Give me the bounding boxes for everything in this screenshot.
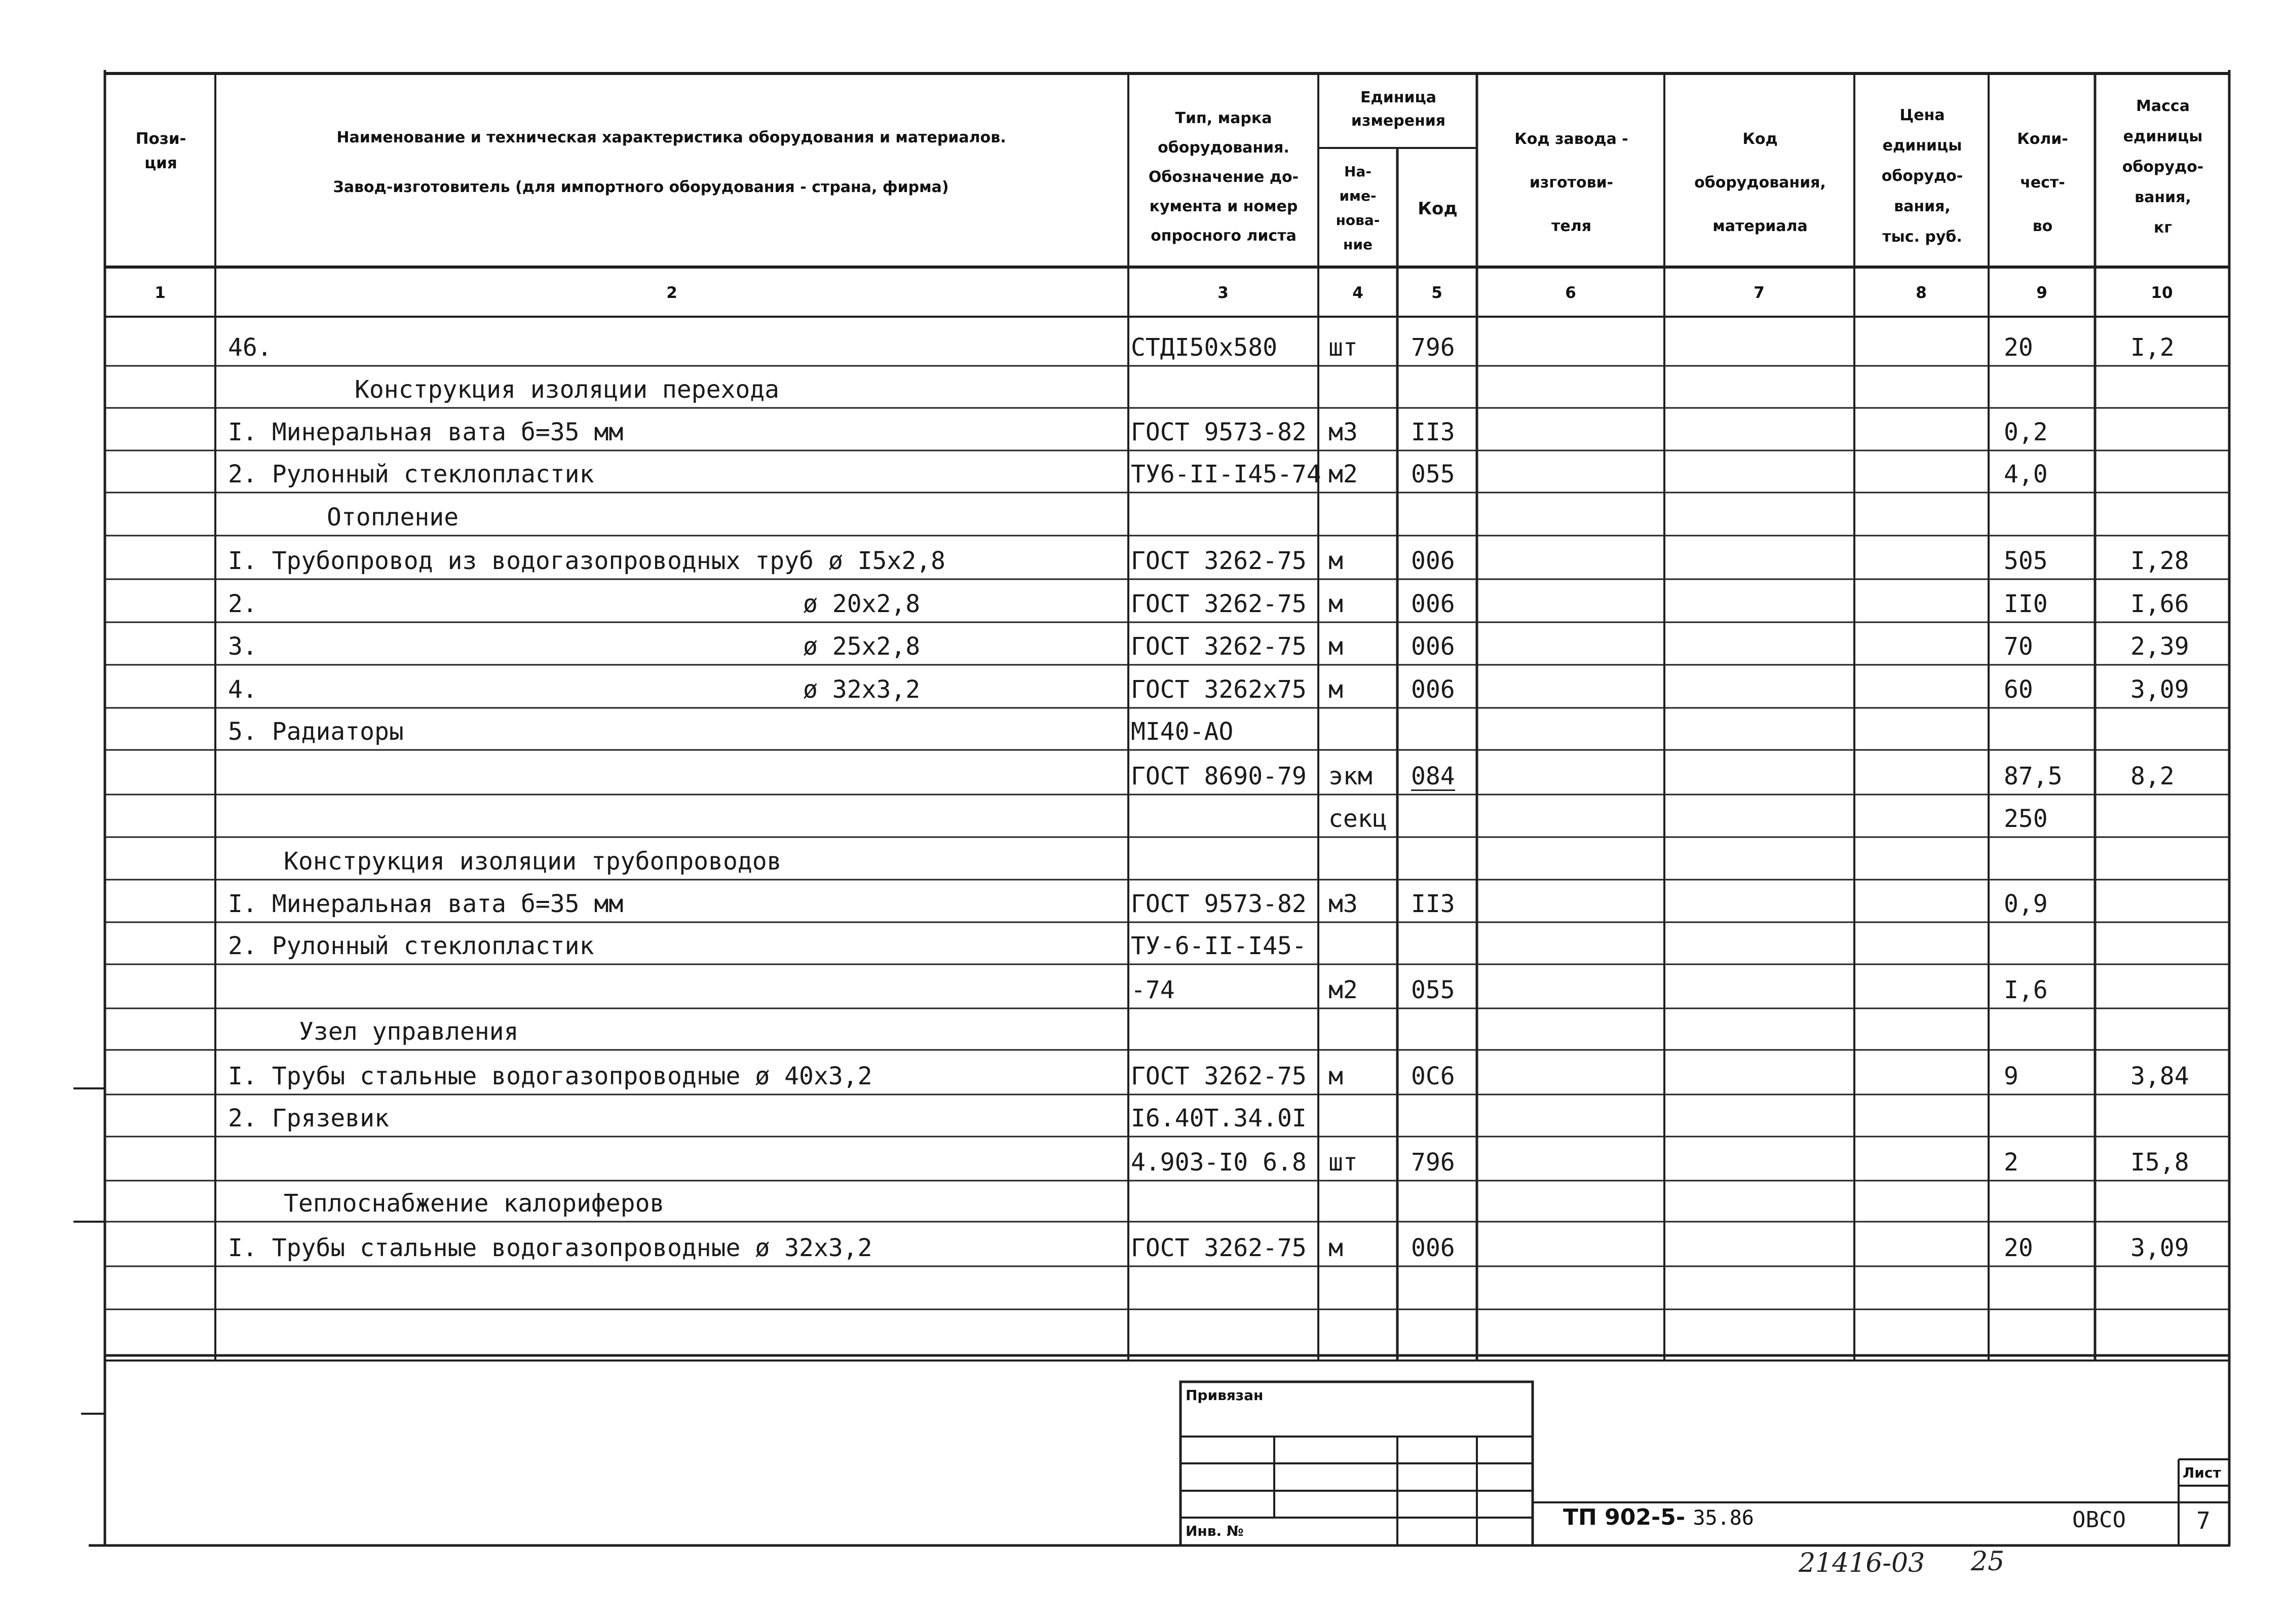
row-18-qty: 9 <box>2004 1062 2019 1090</box>
column-number-2: 2 <box>666 284 677 302</box>
header-plant-code: Код завода - изготови- теля <box>1514 130 1628 235</box>
stamp-privyazan: Привязан <box>1186 1387 1264 1404</box>
row-3-type: ГОСТ 9573-82 <box>1131 418 1307 446</box>
row-21-name: Теплоснабжение калориферов <box>284 1189 665 1218</box>
row-22-code: 006 <box>1411 1234 1455 1262</box>
sheet-code: ОВСО <box>2072 1507 2126 1533</box>
row-1-qty: 20 <box>2004 333 2033 362</box>
row-7-unit: м <box>1328 590 1343 618</box>
header-unit-name: На- име- нова- ние <box>1336 163 1380 253</box>
row-9-mass: 3,09 <box>2130 675 2189 704</box>
header-equipment-code: Код оборудования, материала <box>1694 130 1826 235</box>
project-code-main: ТП 902-5- <box>1563 1504 1686 1530</box>
row-10-type: МI40-АО <box>1131 717 1234 746</box>
row-6-mass: I,28 <box>2130 547 2189 575</box>
row-11-type: ГОСТ 8690-79 <box>1131 762 1307 790</box>
row-3-unit: м3 <box>1328 418 1358 446</box>
row-9-name: 4. <box>228 675 257 704</box>
row-7-name_right: ø 20х2,8 <box>803 590 921 618</box>
header-name-line2: Завод-изготовитель (для импортного оборудования - страна, фирма) <box>333 178 949 196</box>
row-8-name_right: ø 25х2,8 <box>803 632 921 661</box>
row-11-mass: 8,2 <box>2130 762 2175 790</box>
row-1-name: 46. <box>228 333 272 362</box>
row-8-code: 006 <box>1411 632 1455 661</box>
row-14-type: ГОСТ 9573-82 <box>1131 890 1307 918</box>
row-22-name: I. Трубы стальные водогазопроводные ø 32х3,2 <box>228 1234 872 1262</box>
row-6-type: ГОСТ 3262-75 <box>1131 547 1307 575</box>
header-price: Цена единицы оборудо- вания, тыс. руб. <box>1881 106 1963 246</box>
project-code-suffix: 35.86 <box>1693 1506 1754 1530</box>
row-8-type: ГОСТ 3262-75 <box>1131 632 1307 661</box>
row-18-type: ГОСТ 3262-75 <box>1131 1062 1307 1090</box>
row-12-qty: 250 <box>2004 805 2048 833</box>
header-unit-group: Единица измерения <box>1351 89 1446 130</box>
row-17-name: Узел управления <box>299 1017 519 1046</box>
row-8-unit: м <box>1328 632 1343 661</box>
column-number-10: 10 <box>2151 284 2173 302</box>
row-16-unit: м2 <box>1328 976 1358 1004</box>
header-quantity: Коли- чест- во <box>2017 130 2068 235</box>
row-19-name: 2. Грязевик <box>228 1104 389 1132</box>
header-unit-code: Код <box>1418 199 1458 219</box>
row-6-qty: 505 <box>2004 547 2048 575</box>
row-22-qty: 20 <box>2004 1234 2033 1262</box>
column-number-9: 9 <box>2036 284 2047 302</box>
row-18-code: 0С6 <box>1411 1062 1455 1090</box>
row-7-name: 2. <box>228 590 257 618</box>
row-15-type: ТУ-6-II-I45- <box>1131 932 1307 960</box>
row-9-unit: м <box>1328 675 1343 704</box>
row-10-name: 5. Радиаторы <box>228 717 404 746</box>
row-16-qty: I,6 <box>2004 976 2048 1004</box>
row-2-name: Конструкция изоляции перехода <box>355 375 780 404</box>
row-7-mass: I,66 <box>2130 590 2189 618</box>
column-number-8: 8 <box>1916 284 1927 302</box>
row-12-unit: секц <box>1328 805 1387 833</box>
sheet-label: Лист <box>2183 1464 2221 1481</box>
row-3-code: II3 <box>1411 418 1455 446</box>
row-22-mass: 3,09 <box>2130 1234 2189 1262</box>
row-1-mass: I,2 <box>2130 333 2175 362</box>
row-13-name: Конструкция изоляции трубопроводов <box>284 847 782 876</box>
row-20-code: 796 <box>1411 1148 1455 1177</box>
row-1-unit: шт <box>1328 333 1358 362</box>
row-11-unit: экм <box>1328 762 1373 790</box>
sheet-number: 7 <box>2196 1507 2211 1534</box>
column-number-5: 5 <box>1431 284 1442 302</box>
row-1-code: 796 <box>1411 333 1455 362</box>
row-4-type: ТУ6-II-I45-74 <box>1131 460 1321 488</box>
row-16-code: 055 <box>1411 976 1455 1004</box>
row-4-unit: м2 <box>1328 460 1358 488</box>
row-20-unit: шт <box>1328 1148 1358 1177</box>
row-8-qty: 70 <box>2004 632 2033 661</box>
row-6-code: 006 <box>1411 547 1455 575</box>
row-6-unit: м <box>1328 547 1343 575</box>
row-9-type: ГОСТ 3262х75 <box>1131 675 1307 704</box>
header-position: Пози- ция <box>135 130 186 172</box>
column-number-1: 1 <box>155 284 166 302</box>
header-name-line1: Наименование и техническая характеристика оборудования и материалов. <box>336 129 1006 146</box>
row-1-type: СТДI50х580 <box>1131 333 1277 362</box>
row-15-name: 2. Рулонный стеклопластик <box>228 932 594 960</box>
row-5-name: Отопление <box>327 503 459 532</box>
row-8-name: 3. <box>228 632 257 661</box>
row-22-unit: м <box>1328 1234 1343 1262</box>
row-19-type: I6.40Т.34.0I <box>1131 1104 1307 1132</box>
row-22-type: ГОСТ 3262-75 <box>1131 1234 1307 1262</box>
archive-number: 21416-03 <box>1799 1548 1925 1578</box>
header-type: Тип, марка оборудования. Обозначение до- кумента и номер опросного листа <box>1148 109 1299 245</box>
row-4-qty: 4,0 <box>2004 460 2048 488</box>
row-20-mass: I5,8 <box>2130 1148 2189 1177</box>
archive-page: 25 <box>1971 1546 2005 1577</box>
row-14-unit: м3 <box>1328 890 1358 918</box>
row-8-mass: 2,39 <box>2130 632 2189 661</box>
column-number-6: 6 <box>1565 284 1576 302</box>
row-14-name: I. Минеральная вата б=35 мм <box>228 890 624 918</box>
row-6-name: I. Трубопровод из водогазопроводных труб ø I5х2,8 <box>228 547 946 575</box>
row-9-code: 006 <box>1411 675 1455 704</box>
row-9-name_right: ø 32х3,2 <box>803 675 921 704</box>
row-7-qty: II0 <box>2004 590 2048 618</box>
row-20-type: 4.903-I0 6.8 <box>1131 1148 1307 1177</box>
stamp-inventory-number: Инв. № <box>1186 1523 1244 1539</box>
row-4-name: 2. Рулонный стеклопластик <box>228 460 594 488</box>
row-3-qty: 0,2 <box>2004 418 2048 446</box>
row-9-qty: 60 <box>2004 675 2033 704</box>
row-4-code: 055 <box>1411 460 1455 488</box>
row-7-code: 006 <box>1411 590 1455 618</box>
column-number-4: 4 <box>1352 284 1363 302</box>
row-20-qty: 2 <box>2004 1148 2019 1177</box>
row-7-type: ГОСТ 3262-75 <box>1131 590 1307 618</box>
column-number-3: 3 <box>1217 284 1229 302</box>
row-14-code: II3 <box>1411 890 1455 918</box>
row-16-type: -74 <box>1131 976 1175 1004</box>
row-11-code: 084 <box>1411 762 1455 790</box>
row-14-qty: 0,9 <box>2004 890 2048 918</box>
row-3-name: I. Минеральная вата б=35 мм <box>228 418 624 446</box>
project-code <box>1563 1502 1754 1533</box>
header-mass: Масса единицы оборудо- вания, кг <box>2122 97 2204 237</box>
row-11-qty: 87,5 <box>2004 762 2063 790</box>
row-18-unit: м <box>1328 1062 1343 1090</box>
row-18-mass: 3,84 <box>2130 1062 2189 1090</box>
column-number-7: 7 <box>1754 284 1765 302</box>
row-18-name: I. Трубы стальные водогазопроводные ø 40х3,2 <box>228 1062 872 1090</box>
